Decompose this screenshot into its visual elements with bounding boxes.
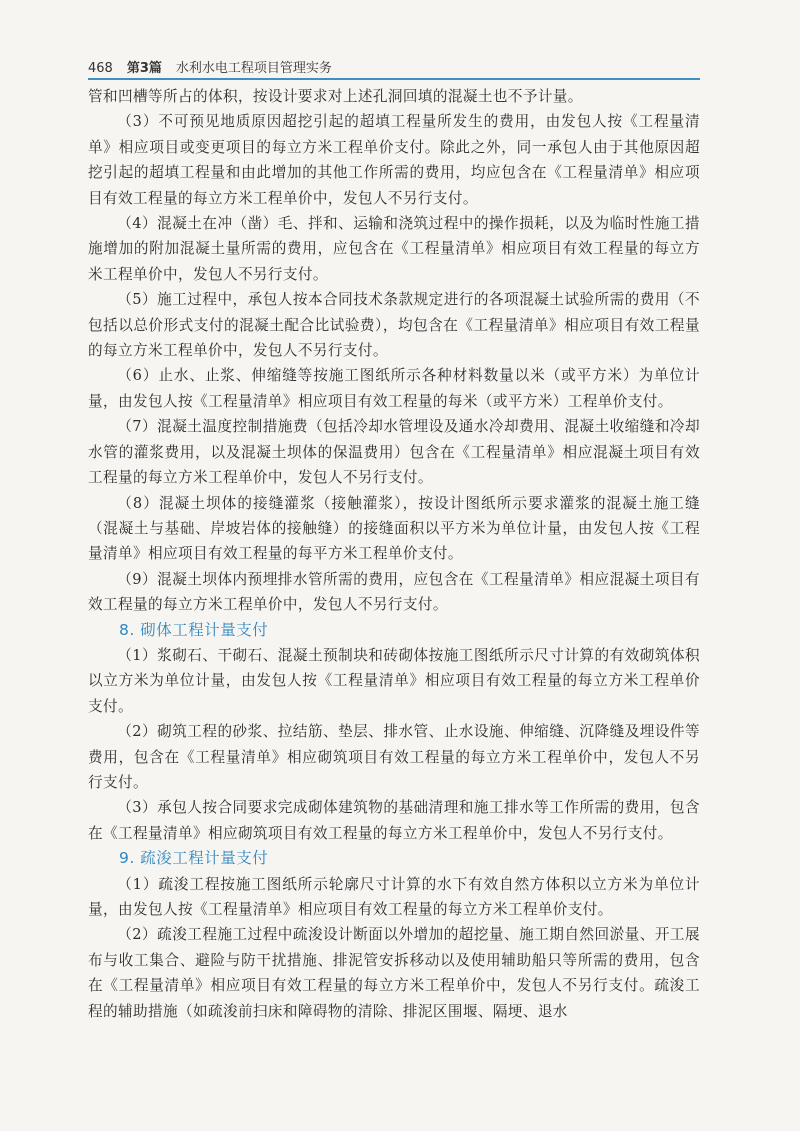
paragraph: （4）混凝土在冲（凿）毛、拌和、运输和浇筑过程中的操作损耗，以及为临时性施工措施增加的附加混凝土量所需的费用，应包含在《工程量清单》相应项目有效工程量的每立方米工程单价中，发包人不另行支付。 (88, 215, 700, 283)
paragraph: 管和凹槽等所占的体积，按设计要求对上述孔洞回填的混凝土也不予计量。 (88, 88, 583, 105)
page-number: 468 (88, 61, 113, 76)
paragraph: （8）混凝土坝体的接缝灌浆（接触灌浆），按设计图纸所示要求灌浆的混凝土施工缝（混凝土与基础、岸坡岩体的接触缝）的接缝面积以平方米为单位计量，由发包人按《工程量清单》相应项目有效工程量的每平方米工程单价支付。 (88, 494, 700, 563)
paragraph: （1）疏浚工程按施工图纸所示轮廓尺寸计算的水下有效自然方体积以立方米为单位计量，由发包人按《工程量清单》相应项目有效工程量的每立方米工程单价支付。 (88, 875, 700, 918)
paragraph: （6）止水、止浆、伸缩缝等按施工图纸所示各种材料数量以米（或平方米）为单位计量，由发包人按《工程量清单》相应项目有效工程量的每米（或平方米）工程单价支付。 (88, 367, 700, 410)
paragraph: （5）施工过程中，承包人按本合同技术条款规定进行的各项混凝土试验所需的费用（不包括以总价形式支付的混凝土配合比试验费），均包含在《工程量清单》相应项目有效工程量的每立方米工程单价中，发包人不另行支付。 (88, 291, 700, 360)
paragraph: （3）承包人按合同要求完成砌体建筑物的基础清理和施工排水等工作所需的费用，包含在《工程量清单》相应砌筑项目有效工程量的每立方米工程单价中，发包人不另行支付。 (88, 799, 700, 842)
paragraph: （2）疏浚工程施工过程中疏浚设计断面以外增加的超挖量、施工期自然回淤量、开工展布与收工集合、避险与防干扰措施、排泥管安拆移动以及使用辅助船只等所需的费用，包含在《工程量清单》相应项目有效工程量的每立方米工程单价中，发包人不另行支付。疏浚工程的辅助措施（如疏浚前扫床和障碍物的清除、排泥区围堰、隔埂、退水 (88, 926, 700, 1020)
section-heading-8: 8. 砌体工程计量支付 (119, 620, 269, 639)
section-heading-9: 9. 疏浚工程计量支付 (119, 849, 269, 868)
book-title: 水利水电工程项目管理实务 (175, 61, 332, 76)
paragraph: （2）砌筑工程的砂浆、拉结筋、垫层、排水管、止水设施、伸缩缝、沉降缝及埋设件等费用，包含在《工程量清单》相应砌筑项目有效工程量的每立方米工程单价中，发包人不另行支付。 (88, 723, 700, 791)
part-label: 第3篇 (126, 61, 162, 76)
paragraph: （7）混凝土温度控制措施费（包括冷却水管埋设及通水冷却费用、混凝土收缩缝和冷却水管的灌浆费用，以及混凝土坝体的保温费用）包含在《工程量清单》相应混凝土项目有效工程量的每立方米工程单价中，发包人不另行支付。 (88, 418, 700, 487)
body-text (88, 84, 700, 1024)
paragraph: （3）不可预见地质原因超挖引起的超填工程量所发生的费用，由发包人按《工程量清单》相应项目或变更项目的每立方米工程单价支付。除此之外，同一承包人由于其他原因超挖引起的超填工程量和由此增加的其他工作所需的费用，均应包含在《工程量清单》相应项目有效工程量的每立方米工程单价中，发包人不另行支付。 (88, 113, 700, 207)
paragraph: （9）混凝土坝体内预埋排水管所需的费用，应包含在《工程量清单》相应混凝土项目有效工程量的每立方米工程单价中，发包人不另行支付。 (88, 570, 700, 614)
paragraph: （1）浆砌石、干砌石、混凝土预制块和砖砌体按施工图纸所示尺寸计算的有效砌筑体积以立方米为单位计量，由发包人按《工程量清单》相应项目有效工程量的每立方米工程单价支付。 (88, 646, 700, 715)
header-rule (88, 78, 700, 80)
running-header (88, 50, 708, 76)
